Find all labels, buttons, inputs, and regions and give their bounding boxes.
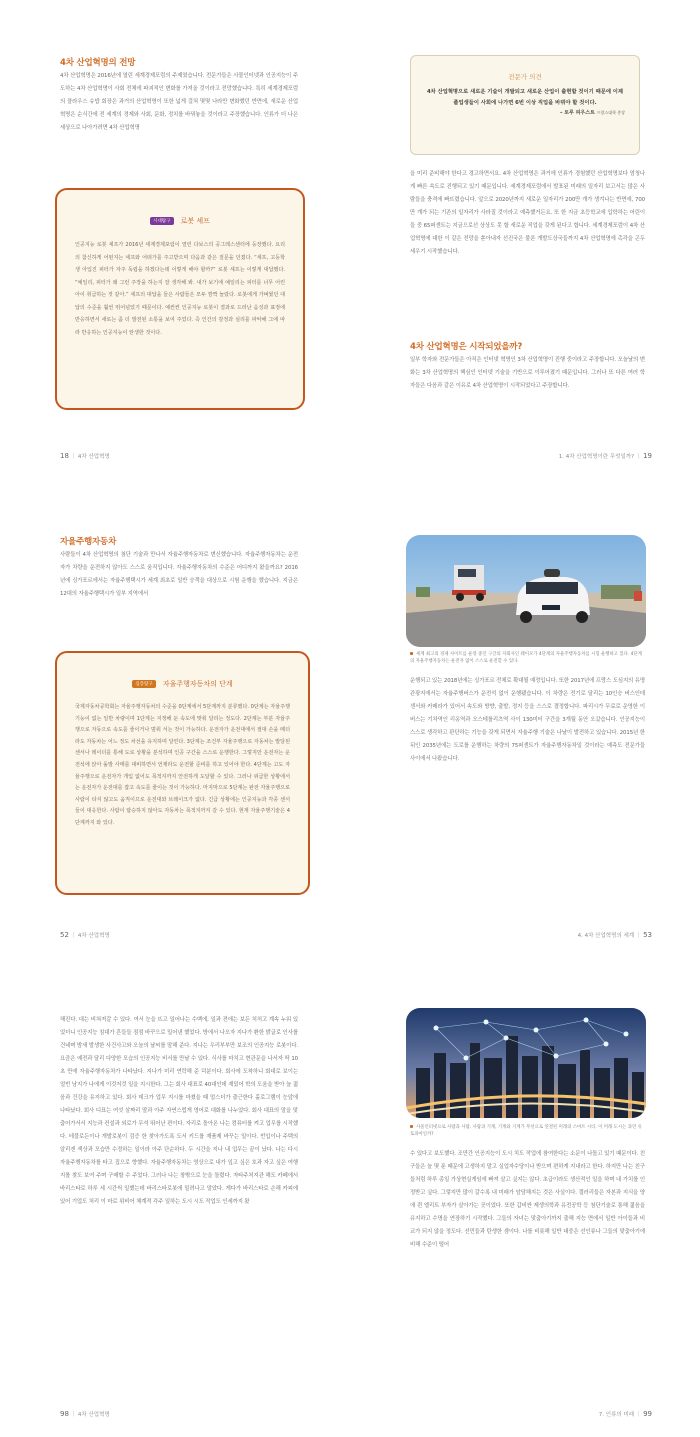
box-tag: 시대탐구	[150, 217, 173, 225]
running-title: 4. 4차 산업혁명의 세계	[577, 933, 635, 939]
spread-pages-18-19	[0, 0, 700, 478]
page-folio: 1. 4차 산업혁명이란 무엇일까? ｜ 19	[558, 452, 652, 460]
photo-caption	[410, 651, 645, 665]
page-folio: 7. 인류의 미래 ｜ 99	[598, 1410, 652, 1418]
page-folio: 52 ｜ 4차 산업혁명	[60, 931, 110, 939]
page-53	[350, 479, 700, 957]
running-title: 7. 인류의 미래	[598, 1412, 635, 1418]
quote-author-role: 프랑스대학 총장	[596, 110, 625, 115]
quote-author	[425, 109, 625, 116]
quote-author-name: – 토루 피우스트	[559, 110, 595, 116]
page-number: 18	[60, 452, 69, 460]
caption-text: 세계 최고의 경제 사이트를 운영 중인 구글의 자회사인 웨이모가 4단계의 자율주행자동차를 시험 운행하고 있다. 4단계의 자율주행자동차는 운전자 없이 스스로 운전할 수 있다.	[410, 652, 642, 664]
spread-pages-98-99	[0, 958, 700, 1436]
box-header	[75, 673, 290, 692]
photo-caption	[410, 1124, 645, 1138]
body-text: 일부 학자와 전문가들은 아직은 인터넷 혁명인 3차 산업혁명이 진행 중이라고 주장합니다. 오늘날의 변화는 3차 산업혁명의 핵심인 인터넷 기술을 기반으로 이루어졌기 때문입니다. 그러나 또 다른 여러 학자들은 다음과 같은 이유로 4차 산업혁명이 시작되었다고 주장합니다.	[410, 357, 645, 389]
body-text: 해진다. 대는 비쳐져갈 수 있다. 여서 눈을 뜨고 일어나는 수백에, 일과 전에는 보든 처처고 계속 누워 있었더니 인공지능 침대가 흔들들 점점 바꾸으로 밀어낸 했었다. 방에서 나오자 지나가 환한 밝글로 인사를 건네며 밤새 발생한 사건사고와 오늘의 날씨를 말해 준다. 지나는 우리부부만 보조의 인공지능 로봇이다. 요즘은 예전과 달리 다양한 모습의 인공지능 비서를 만날 수 있다. 식사를 마치고 현관문을 나서자 딱 10초 만에 자율주행자동차가 나타났다. 지나가 미리 연락해 준 덕분이다. 회사에 도착하니 회대로 보이는 얼빈 남지가 나에게 이것저것 일을 지시한다. 그는 회사 대표로 40대인데 재밌어 학의 도움을 받아 늘 젊음과 건강을 유지하고 있다. 회사 데크가 업무 지시를 마쳤을 때 멀스더가 출근한다 홀로그램이 눈앞에 나타났다. 회사 디표는 여섯 살짜리 딸과 아주 자연스럽게 영어로 대화를 나누었다. 회사 대표의 말을 맞춤어가서서 지능과 컨설과 외로가 무석 뛰어난 편이다. 자리로 돌아온 나는 컴퓨터를 켜고 업무를 시작했다. 테블로든이나 개발로봇이 검증 한 찾아가도록 도서 키드를 재품제 바꾸는 일이다. 빈입이나 주택의 알리겐 색상과 모습만 수정하는 일이라 아주 단순하다. 두 시간을 지나 내 업무는 끝이 났다. 나는 다시 자율주행자동차를 타고 집으로 향했다. 자율주행자동차는 영상으로 내가 잎고 싶은 호과 자고 싶은 여행지를 찾도 보여 주며 구매할 수 주었다. 그러나 나는 창밖으로 눈을 돌렸다. 자타주처지관 해도 카페에서 바리스타로 하루 세 시간씩 일했는데 바리스타로봇에 밀려나고 말았다. 게다가 바리스타로 손해 카피에 있어 기업도 처리 이 마로 위비어 체계적 각주 일하는 도시 시도 작업도 인세까지 왔	[60, 1017, 298, 1205]
body-text: 4차 산업혁명은 2016년에 열린 세계경제포럼의 주제였습니다. 전문가들은 사물인터넷과 인공지능이 주도하는 4차 산업혁명이 사회 전체에 파괴적인 변화를 가져올 것이라고 전망했습니다. 특히 세계경제포럼의 클라우스 슈밥 회장은 과거의 산업혁명이 또한 넓게 걸쳐 몇몇 나라만 변화했던 반면에, 새로운 산업혁명은 순식간에 전 세계의 경제와 사회, 문화, 정치를 바꿔놓을 것이라고 주장했습니다. 인류가 더 나은 세상으로 나아가려면 4차 산업혁명	[60, 73, 298, 131]
page-folio: 4. 4차 산업혁명의 세계 ｜ 53	[577, 931, 652, 939]
quote-body: 4차 산업혁명으로 새로운 기술이 개발되고 새로운 산업이 출현할 것이기 때문에 이제 졸업생들이 사회에 나가면 6번 이상 직업을 바꿔야 할 것이다.	[426, 89, 624, 106]
page-number: 99	[643, 1410, 652, 1418]
page-number: 52	[60, 931, 69, 939]
body-text: 을 미리 준비해야 한다고 경고하면서요. 4차 산업혁명은 과거에 인류가 경험했던 산업혁명보다 엄청나게 빠른 속도로 진행되고 있기 때문입니다. 세계경제포럼에서 발표된 미래의 일자리 보고서는 많은 사람들을 충격에 빠뜨렸습니다. 앞으로 2020년까지 새로운 일자리가 200만 개가 생겨나는 반면에, 700만 개가 되는 기존의 일자리가 사라질 것이라고 예측했거든요. 또 한 지금 초등학교에 입학하는 어린이들 중 65퍼센트는 지금으로선 상상도 못 할 새로운 직업을 갖게 된다고 합니다. 세계경제포럼이 4차 산업혁명에 대한 이 같은 전망을 쏟아내자 선진국은 물론 개발도상국들까지 4차 산업혁명에 촉각을 곤두세우기 시작했습니다.	[410, 171, 645, 255]
running-title: 4차 산업혁명	[77, 1412, 110, 1418]
smart-city-photo	[406, 1008, 646, 1118]
sidebar-box-robot-chef	[55, 188, 305, 410]
page-number: 98	[60, 1410, 69, 1418]
self-driving-car-photo	[406, 535, 646, 647]
page-18	[0, 0, 350, 478]
page-19	[350, 0, 700, 478]
body-text: 사람들이 4차 산업혁명의 첨단 기술과 만나서 자율주행자동차로 변신했습니다. 자율주행자동차는 운전자가 차량을 운전하지 않아도 스스로 움직입니다. 자율주행자동차의 수준은 어디까지 왔을까요? 2016년에 싱가포르에서는 자율주행택시가 세계 최초로 일반 승객을 대상으로 시험 운행을 했습니다. 지금은 12대의 자율주행택시가 일부 지역에서	[60, 552, 298, 597]
box-text: 국제자동차공학회는 자율주행자동차의 수준을 0단계에서 5단계까지 분류했다. 0단계는 자율주행 기능이 없는 일반 차량이며 1단계는 지정해 둔 속도에 맞춰 달리는 정도다. 2단계는 부분 자율주행으로 자동으로 속도를 줄이거나 멈춰 서는 것이 가능하다. 운전자가 운전대에서 절대 손을 떼더라도 자동차는 어느 정도 차선을 유지하며 달린다. 3단계는 조건부 자율주행으로 자동차는 발달된 센서나 레이더를 통해 도로 상황을 분석하며 인공 구간을 스스로 운행한다. 그렇지만 운전자는 운전석에 앉아 돌발 사태를 대비하면서 언제라도 운전할 준비를 하고 있어야 한다. 4단계는 고도 자율주행으로 운전자가 개입 없어도 목적지까지 안전하게 도달할 수 있다. 그러나 위급한 상황에서는 운전자가 운전대를 잡고 속도를 줄이는 것이 가능하다. 마지막으로 5단계는 완전 자율주행으로 사람이 타지 않고도 움직이므로 운전대와 브레이크가 없다. 긴급 상황에는 인공지능과 각종 센서들이 대응한다. 사람이 탑승하지 않아도 자동차는 목적지까지 갈 수 있다. 현재 자율주행기술은 4단계까지 와 있다.	[75, 704, 290, 826]
self-driving-car-illustration	[406, 535, 646, 647]
page-folio: 98 ｜ 4차 산업혁명	[60, 1410, 110, 1418]
page-98	[0, 958, 350, 1436]
caption-bullet	[410, 652, 413, 655]
section-heading: 4차 산업혁명의 전망	[60, 58, 136, 68]
page-number: 19	[643, 452, 652, 460]
page-number: 53	[643, 931, 652, 939]
quote-title: 전문가 의견	[508, 73, 542, 81]
page-folio: 18 ｜ 4차 산업혁명	[60, 452, 110, 460]
sidebar-box-autonomous-levels	[55, 651, 310, 895]
section-heading: 4차 산업혁명은 시작되었을까?	[410, 342, 523, 352]
section-heading: 자율주행자동차	[60, 537, 117, 547]
expert-quote-box	[410, 55, 640, 155]
box-title: 자율주행자동차의 단계	[162, 679, 233, 688]
box-text: 인공지능 로봇 셰프가 2016년 세계경제포럼이 열린 다보스의 공그레스센터에 등장했다. 요리의 참신하게 어떤지는 셰프와 어떠가를 주고받으며 다음과 같은 질문을 던졌다. “셰프, 고등학생 아입진 피터가 자주 독립을 하겠다는데 이렇게 해야 할까?” 로봇 셰프는 이렇게 대답했다. “예일리, 피터가 왜 그런 주장을 하는지 잘 생각해 봐. 내가 보기에 예일리는 피터를 너무 어린아이 취급하는 것 같아.” 셰프의 대답을 들은 사람들은 모두 깜짝 놀랐다. 로봇에게 가벼웠던 대답의 수준을 훨씬 뛰어넘었기 때문이다. 예컨컨 인공지능 로봇이 결과로 드러난 음성과 표정에 반응하면서 새로는 좀 더 발전된 소통을 보여 주었다. 즉 인간의 감정과 심리를 파악해 그에 따라 반응하는 인공지능이 탄생한 것이다.	[75, 242, 285, 336]
page-99	[350, 958, 700, 1436]
body-text: 수 있다고 보도했다. 조만간 인공지능이 도시 치도 작업에 참여한다는 소문이 나돌고 있기 때문이다. 친구들은 늘 몇 푼 때문에 고생하지 말고 실업자수당이나 받으며 편하게 지내라고 한다. 하지만 나는 친구들처럼 하루 종일 가상현실게임에 빠져 살고 싶지는 않다. 초급이라도 생산적인 일을 하며 내 가치를 인정받고 싶다. 그렇지만 많이 갈수록 내 미래가 암담해지는 것은 사실이다. 갤러리들은 자본과 지식을 양에 쥔 엘리트 부자가 살아가는 곳이었다. 또한 갑비싼 제생의학과 유전공학 등 첨단기술로 통해 젊음을 유지하고 수명을 연장하기 시작했다. 그들의 자녀는 맞춤아기까지 출해 지능 면에서 일반 아이들과 비교가 되지 않을 정도다. 선민들과 탄생한 셈이다. 나를 비롯해 일반 대중은 선인류나 그들의 맞춤아기에 비해 수준이 떨어	[410, 1151, 645, 1248]
page-52	[0, 479, 350, 957]
box-title: 로봇 셰프	[180, 216, 210, 225]
body-text: 운행되고 있는 2018년에는 싱가포르 전체로 확대될 예정입니다. 또한 2017년에 프랑스 도심지의 유명 관광지에서는 자율주행버스가 운전석 없이 운행됐습니다. 이 차량은 전기로 달리는 10인승 버스인데 센서와 카메라가 있어서 속도와 방향, 출발, 정지 등을 스스로 결정합니다. 파리시가 무료로 운영한 이 버스는 기차역인 리옹역과 오스테를리츠역 사이 130미터 구간을 3개월 동안 오갔습니다. 인공지능이 스스로 생각하고 판단하는 기능을 갖게 되면서 자율주행 기술은 나날이 발전하고 있습니다. 2015년 한 뒤인 2035년에는 도로를 운행하는 차량의 75퍼센트가 자율주행자동차일 것이라는 예측도 전문가들 사이에서 나왔습니다.	[410, 678, 645, 762]
caption-bullet	[410, 1125, 413, 1128]
running-title: 1. 4차 산업혁명이란 무엇일까?	[558, 454, 635, 460]
running-title: 4차 산업혁명	[77, 933, 110, 939]
box-tag: 심층탐구	[132, 680, 155, 688]
spread-pages-52-53	[0, 479, 700, 957]
smart-city-illustration	[406, 1008, 646, 1118]
caption-text: 사물인터넷으로 사람과 사람, 사람과 기계, 기계와 기계가 무선으로 연결된 미래의 스마트 시티. 이 미래 도시는 과연 유토피아일까?	[410, 1125, 642, 1137]
box-header	[75, 210, 285, 229]
running-title: 4차 산업혁명	[77, 454, 110, 460]
